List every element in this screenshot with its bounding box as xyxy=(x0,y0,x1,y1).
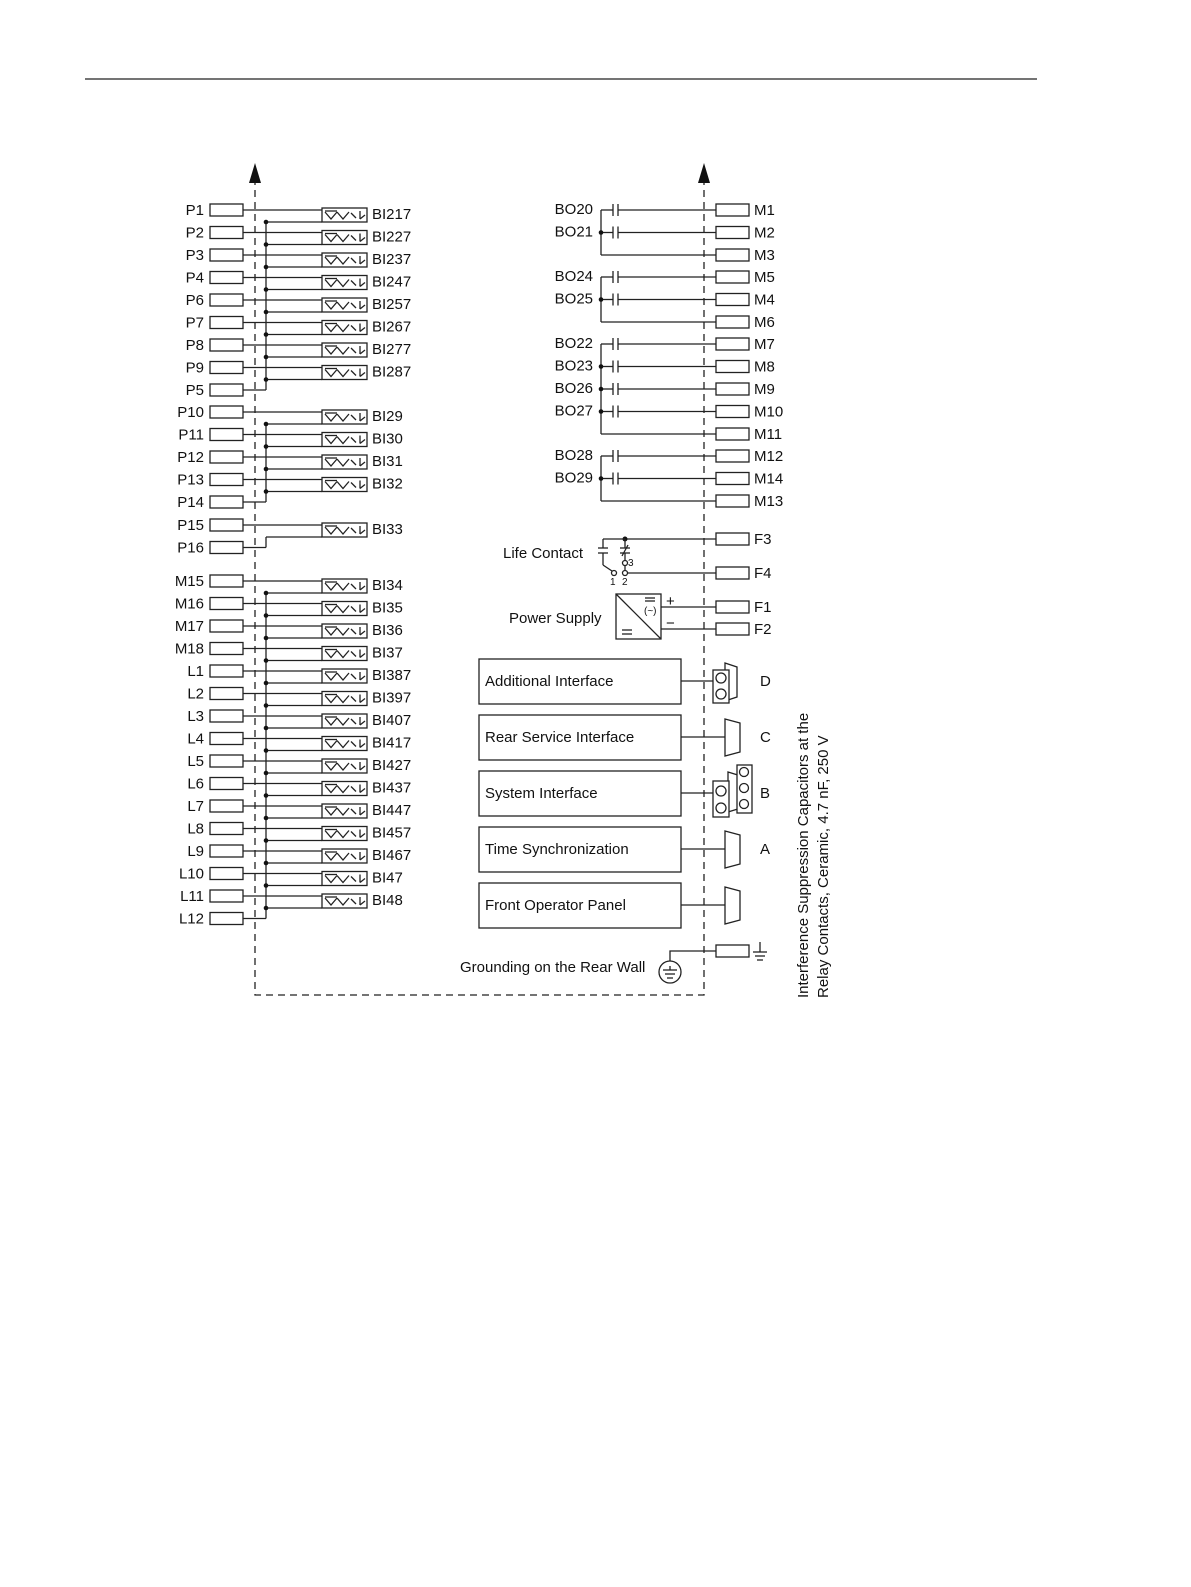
input-terminal xyxy=(210,890,243,902)
terminal-f4 xyxy=(716,567,749,579)
output-terminal-label: M7 xyxy=(754,336,775,353)
input-terminal xyxy=(210,249,243,261)
output-terminal xyxy=(716,271,749,283)
output-row xyxy=(555,224,775,242)
input-terminal xyxy=(210,227,243,239)
output-group xyxy=(555,447,784,510)
binary-input-label: BI467 xyxy=(372,847,412,864)
input-terminal-label: L3 xyxy=(187,708,204,725)
terminal-f3-label: F3 xyxy=(754,531,772,548)
binary-input-label: BI227 xyxy=(372,228,412,246)
binary-input-label: BI247 xyxy=(372,273,412,291)
interface-system xyxy=(479,765,770,817)
input-common-row xyxy=(177,494,266,511)
binary-input-label: BI407 xyxy=(372,712,412,729)
input-terminal-label: L5 xyxy=(187,753,204,770)
input-terminal-label: P6 xyxy=(185,292,204,309)
grounding xyxy=(460,942,767,983)
power-plus: + xyxy=(666,593,675,610)
output-common-row xyxy=(716,493,783,510)
common-terminal xyxy=(210,384,243,396)
output-common-row xyxy=(716,314,775,331)
terminal-f2-label: F2 xyxy=(754,621,772,638)
ground-icon xyxy=(659,961,681,983)
output-group xyxy=(555,201,775,264)
input-common-row xyxy=(186,382,266,399)
power-minus: − xyxy=(666,615,675,632)
input-terminal-label: L9 xyxy=(187,843,204,860)
input-terminal xyxy=(210,294,243,306)
input-row xyxy=(186,270,412,292)
common-terminal xyxy=(210,496,243,508)
terminal-f4-label: F4 xyxy=(754,565,772,582)
input-row xyxy=(177,404,403,426)
binary-input-label: BI47 xyxy=(372,869,403,887)
interface-time-sync xyxy=(479,827,770,872)
output-common-row xyxy=(716,426,782,443)
output-terminal-label: M9 xyxy=(754,381,775,398)
input-terminal xyxy=(210,688,243,700)
output-terminal-label: M5 xyxy=(754,269,775,286)
input-row xyxy=(186,337,412,359)
input-terminal xyxy=(210,800,243,812)
binary-output-label: BO28 xyxy=(554,447,593,464)
binary-input-label: BI417 xyxy=(372,734,412,752)
output-row xyxy=(555,268,775,286)
input-row xyxy=(180,888,403,910)
input-group xyxy=(177,517,403,557)
binary-output-label: BO21 xyxy=(554,223,593,241)
connector-a-icon xyxy=(725,831,740,868)
output-common-terminal xyxy=(716,249,749,261)
svg-text:(~): (~) xyxy=(644,606,657,617)
binary-input-label: BI36 xyxy=(372,622,403,639)
input-group xyxy=(177,404,403,511)
output-row xyxy=(555,470,784,488)
input-common-row xyxy=(179,911,266,928)
input-terminal xyxy=(210,845,243,857)
input-terminal xyxy=(210,868,243,880)
input-terminal-label: L4 xyxy=(187,730,204,748)
input-group xyxy=(175,573,411,928)
life-contact-pin2: 2 xyxy=(622,577,628,588)
binary-input-label: BI35 xyxy=(372,599,403,617)
input-terminal xyxy=(210,451,243,463)
binary-input-label: BI267 xyxy=(372,318,412,336)
binary-inputs-section xyxy=(175,202,411,928)
binary-output-label: BO27 xyxy=(554,402,593,420)
interface-additional xyxy=(479,659,771,704)
output-common-terminal xyxy=(716,428,749,440)
power-supply-label: Power Supply xyxy=(509,610,602,627)
input-row xyxy=(187,798,411,820)
power-supply xyxy=(509,593,772,639)
binary-input-label: BI387 xyxy=(372,667,412,684)
port-d-label: D xyxy=(760,673,771,690)
input-terminal-label: P12 xyxy=(177,449,204,466)
input-row xyxy=(175,596,403,618)
binary-input-label: BI32 xyxy=(372,475,403,493)
input-row xyxy=(187,686,411,708)
input-terminal-label: L6 xyxy=(187,775,204,793)
port-a-label: A xyxy=(760,841,771,858)
input-terminal-label: P13 xyxy=(177,471,204,489)
input-row xyxy=(187,821,411,843)
input-row xyxy=(187,776,411,798)
output-row xyxy=(555,403,784,421)
binary-input-label: BI237 xyxy=(372,251,412,268)
output-row xyxy=(555,380,775,398)
binary-input-label: BI37 xyxy=(372,644,403,662)
input-row xyxy=(177,472,403,494)
interface-additional-label: Additional Interface xyxy=(485,673,614,690)
input-terminal xyxy=(210,620,243,632)
common-terminal-label: P14 xyxy=(177,494,204,511)
binary-input-label: BI457 xyxy=(372,824,412,842)
input-row xyxy=(175,573,403,595)
binary-output-label: BO20 xyxy=(554,201,593,218)
interface-front-panel xyxy=(479,883,740,928)
binary-input-label: BI447 xyxy=(372,802,412,819)
output-terminal xyxy=(716,473,749,485)
common-terminal-label: P16 xyxy=(177,539,204,557)
output-common-label: M6 xyxy=(754,314,775,331)
binary-input-label: BI397 xyxy=(372,689,412,707)
input-row xyxy=(175,641,403,663)
binary-input-label: BI217 xyxy=(372,206,412,223)
output-row xyxy=(555,201,775,219)
input-terminal xyxy=(210,474,243,486)
binary-output-label: BO29 xyxy=(554,469,593,487)
output-terminal-label: M12 xyxy=(754,448,784,465)
input-row xyxy=(186,247,412,269)
life-contact-pin1: 1 xyxy=(610,577,616,588)
input-terminal xyxy=(210,406,243,418)
output-group xyxy=(555,335,784,443)
output-terminal-label: M4 xyxy=(754,291,775,309)
suppression-note-line2: Relay Contacts, Ceramic, 4.7 nF, 250 V xyxy=(815,735,832,998)
input-terminal-label: P8 xyxy=(185,337,204,354)
output-common-label: M3 xyxy=(754,247,775,264)
input-terminal-label: P7 xyxy=(185,314,204,332)
output-row xyxy=(555,447,784,465)
port-b-label: B xyxy=(760,785,771,802)
output-terminal-label: M14 xyxy=(754,470,784,488)
input-row xyxy=(177,517,403,538)
input-row xyxy=(178,427,402,449)
common-terminal xyxy=(210,913,243,925)
interface-system-label: System Interface xyxy=(485,785,598,802)
input-common-row xyxy=(177,540,266,557)
input-terminal xyxy=(210,362,243,374)
binary-output-label: BO24 xyxy=(554,268,593,285)
interface-rear-service xyxy=(479,715,771,760)
binary-input-label: BI34 xyxy=(372,577,403,594)
output-terminal xyxy=(716,450,749,462)
input-terminal-label: P15 xyxy=(177,517,204,534)
input-row xyxy=(186,202,412,224)
input-terminal-label: L8 xyxy=(187,820,204,838)
input-row xyxy=(186,360,412,382)
common-terminal-label: L12 xyxy=(178,910,204,928)
output-terminal xyxy=(716,294,749,306)
life-contact-pin3: 3 xyxy=(628,558,634,569)
output-terminal xyxy=(716,204,749,216)
binary-output-label: BO26 xyxy=(554,380,593,397)
port-c-label: C xyxy=(760,729,771,746)
input-terminal xyxy=(210,272,243,284)
input-terminal xyxy=(210,317,243,329)
input-terminal xyxy=(210,519,243,531)
life-contact-label: Life Contact xyxy=(503,545,584,562)
output-terminal-label: M10 xyxy=(754,403,784,421)
binary-output-label: BO25 xyxy=(554,290,593,308)
output-common-row xyxy=(716,247,775,264)
input-terminal xyxy=(210,778,243,790)
interface-rear-service-label: Rear Service Interface xyxy=(485,729,635,746)
input-terminal-label: P11 xyxy=(178,426,204,444)
output-group xyxy=(555,268,775,331)
grounding-label: Grounding on the Rear Wall xyxy=(460,959,646,976)
interface-time-sync-label: Time Synchronization xyxy=(485,841,629,858)
input-terminal xyxy=(210,755,243,767)
output-terminal-label: M2 xyxy=(754,224,775,242)
common-terminal xyxy=(210,542,243,554)
input-terminal-label: L1 xyxy=(187,663,204,680)
binary-output-label: BO22 xyxy=(554,335,593,352)
input-row xyxy=(179,866,403,888)
input-terminal-label: M15 xyxy=(174,573,204,590)
input-terminal xyxy=(210,733,243,745)
left-arrow-icon xyxy=(249,163,261,183)
input-terminal xyxy=(210,710,243,722)
right-arrow-icon xyxy=(698,163,710,183)
binary-input-label: BI48 xyxy=(372,892,403,909)
connector-c-icon xyxy=(725,719,740,756)
input-terminal-label: L11 xyxy=(180,888,204,905)
input-row xyxy=(186,225,412,247)
output-terminal xyxy=(716,227,749,239)
binary-input-label: BI427 xyxy=(372,757,412,774)
output-terminal-label: M1 xyxy=(754,202,775,219)
input-row xyxy=(186,292,412,314)
input-terminal-label: P10 xyxy=(177,404,204,421)
input-terminal-label: L7 xyxy=(187,798,204,815)
input-terminal-label: P4 xyxy=(185,269,204,287)
input-terminal-label: P1 xyxy=(185,202,204,219)
input-terminal xyxy=(210,575,243,587)
binary-input-label: BI33 xyxy=(372,521,403,538)
input-terminal-label: L2 xyxy=(187,685,204,703)
binary-input-label: BI277 xyxy=(372,341,412,358)
input-terminal xyxy=(210,665,243,677)
common-terminal-label: P5 xyxy=(185,382,204,399)
output-terminal xyxy=(716,338,749,350)
interface-front-panel-label: Front Operator Panel xyxy=(485,897,626,914)
connector-front-icon xyxy=(725,887,740,924)
output-terminal-label: M8 xyxy=(754,358,775,376)
input-row xyxy=(187,731,411,753)
binary-input-label: BI437 xyxy=(372,779,412,797)
input-terminal-label: L10 xyxy=(178,865,204,883)
input-row xyxy=(187,708,411,730)
input-terminal xyxy=(210,823,243,835)
input-row xyxy=(175,618,403,640)
output-common-terminal xyxy=(716,316,749,328)
life-contact xyxy=(503,531,772,588)
binary-input-label: BI287 xyxy=(372,363,412,381)
output-row xyxy=(555,291,775,309)
output-terminal xyxy=(716,361,749,373)
output-common-label: M11 xyxy=(754,426,783,443)
output-row xyxy=(555,335,775,353)
binary-outputs-section xyxy=(555,201,784,510)
input-group xyxy=(186,202,412,399)
input-terminal xyxy=(210,643,243,655)
input-row xyxy=(187,753,411,775)
binary-input-label: BI257 xyxy=(372,296,412,313)
input-terminal xyxy=(210,339,243,351)
binary-output-label: BO23 xyxy=(554,357,593,375)
input-terminal-label: M18 xyxy=(174,640,204,658)
output-common-terminal xyxy=(716,495,749,507)
binary-input-label: BI31 xyxy=(372,453,403,470)
terminal-ground xyxy=(716,945,749,957)
output-terminal xyxy=(716,383,749,395)
output-row xyxy=(555,358,775,376)
binary-input-label: BI29 xyxy=(372,408,403,425)
terminal-f3 xyxy=(716,533,749,545)
terminal-f2 xyxy=(716,623,749,635)
output-terminal xyxy=(716,406,749,418)
input-terminal-label: P9 xyxy=(185,359,204,377)
terminal-f1 xyxy=(716,601,749,613)
input-terminal xyxy=(210,598,243,610)
suppression-note-line1: Interference Suppression Capacitors at the xyxy=(795,712,812,998)
input-terminal-label: M17 xyxy=(174,618,204,635)
output-common-label: M13 xyxy=(754,493,784,510)
input-row xyxy=(187,843,411,865)
input-terminal-label: P3 xyxy=(185,247,204,264)
terminal-f1-label: F1 xyxy=(754,599,772,616)
input-row xyxy=(177,449,403,471)
input-terminal-label: P2 xyxy=(185,224,204,242)
input-row xyxy=(187,663,411,685)
input-terminal xyxy=(210,429,243,441)
input-terminal xyxy=(210,204,243,216)
binary-input-label: BI30 xyxy=(372,430,403,448)
input-row xyxy=(186,315,412,337)
input-terminal-label: M16 xyxy=(174,595,204,613)
